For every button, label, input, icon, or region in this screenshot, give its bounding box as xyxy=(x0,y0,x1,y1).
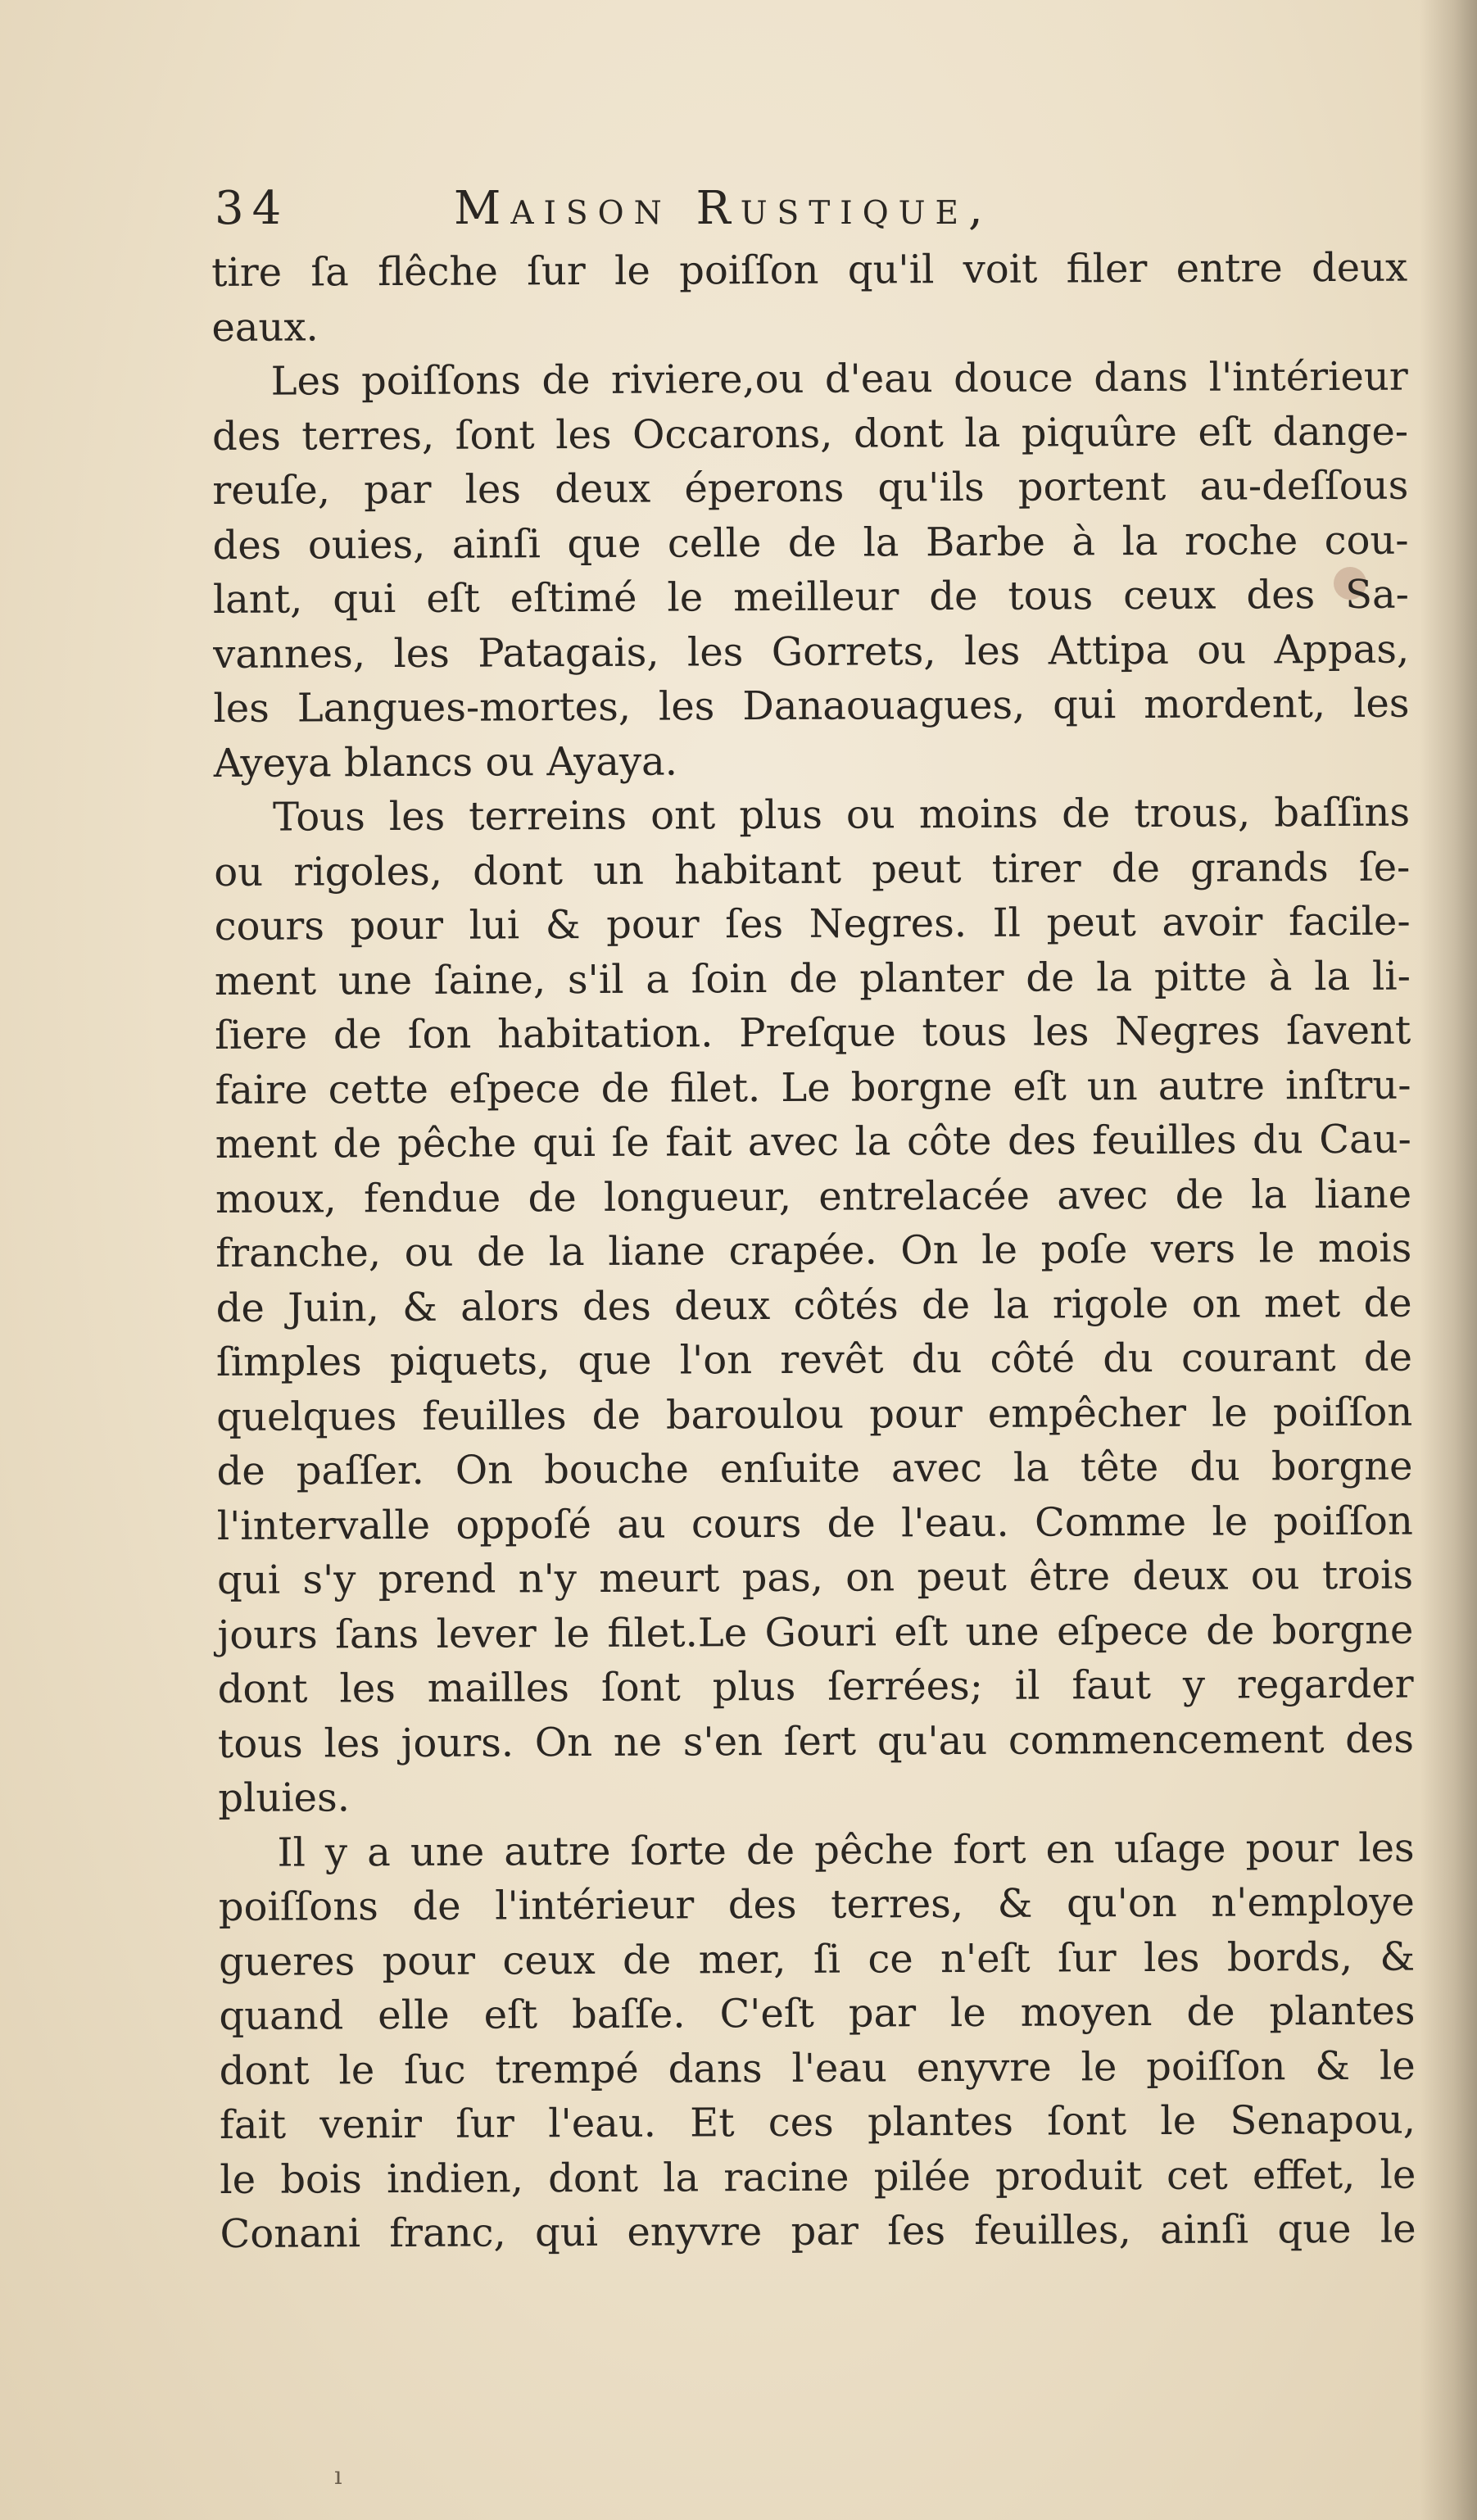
text-line: Les poiſſons de riviere,ou d'eau douce dans l'intérieur xyxy=(270,353,1408,405)
text-line: tire ſa flêche ſur le poiſſon qu'il voit filer entre deux xyxy=(211,244,1408,296)
body-text xyxy=(211,241,1416,2262)
text-line: moux, fendue de longueur, entrelacée avec de la liane xyxy=(215,1171,1412,1222)
text-line: lant, qui eſt eſtimé le meilleur de tous ceux des Sa- xyxy=(212,571,1409,623)
text-line: eaux. xyxy=(211,303,319,351)
text-line: vannes, les Patagais, les Gorrets, les Attipa ou Appas, xyxy=(213,626,1410,678)
text-line: Conani franc, qui enyvre par ſes feuilles, ainſi que le xyxy=(220,2205,1416,2257)
text-line: qui s'y prend n'y meurt pas, on peut être deux ou trois xyxy=(216,1552,1414,1603)
text-line: gueres pour ceux de mer, ſi ce n'eſt ſur les bords, & xyxy=(219,1933,1416,1985)
text-line: ſiere de ſon habitation. Preſque tous les Negres ſavent xyxy=(215,1007,1411,1058)
text-line: les Langues-mortes, les Danaouagues, qui mordent, les xyxy=(213,680,1410,732)
text-line: l'intervalle oppoſé au cours de l'eau. Comme le poiſſon xyxy=(216,1498,1413,1549)
page-number: 34 xyxy=(215,182,290,235)
text-line: pluies. xyxy=(218,1774,351,1821)
text-line: des terres, ſont les Occarons, dont la piquûre eſt dange- xyxy=(211,408,1409,460)
text-line: quand elle eſt baſſe. C'eſt par le moyen de plantes xyxy=(219,1987,1416,2039)
text-line: dont les mailles ſont plus ſerrées; il faut y regarder xyxy=(217,1661,1414,1712)
text-line: dont le ſuc trempé dans l'eau enyvre le poiſſon & le xyxy=(219,2042,1416,2094)
page-header xyxy=(215,182,1443,239)
text-line: tous les jours. On ne s'en ſert qu'au commencement des xyxy=(217,1716,1415,1767)
page-mark: ı xyxy=(334,2462,342,2491)
text-line: quelques feuilles de baroulou pour empêcher le poiſſon xyxy=(216,1389,1413,1440)
text-line: cours pour lui & pour ſes Negres. Il peut avoir facile- xyxy=(214,898,1411,950)
text-line: Ayeya blancs ou Ayaya. xyxy=(213,738,678,786)
text-line: le bois indien, dont la racine pilée produit cet effet, le xyxy=(220,2151,1416,2203)
text-line: Tous les terreins ont plus ou moins de trous, baſſins xyxy=(272,789,1411,841)
text-line: ſimples piquets, que l'on revêt du côté du courant de xyxy=(215,1334,1413,1385)
text-line: ment une ſaine, s'il a ſoin de planter de la pitte à la li- xyxy=(214,953,1411,1004)
text-line: reuſe, par les deux éperons qu'ils portent au-deſſous xyxy=(212,462,1409,514)
text-line: de Juin, & alors des deux côtés de la rigole on met de xyxy=(215,1280,1412,1331)
text-line: ou rigoles, dont un habitant peut tirer de grands ſe- xyxy=(214,844,1411,895)
text-line: de paſſer. On bouche enſuite avec la tête du borgne xyxy=(216,1443,1413,1494)
text-line: jours ſans lever le filet.Le Gouri eſt une eſpece de borgne xyxy=(217,1607,1414,1658)
running-head: Maison Rustique, xyxy=(454,182,993,235)
text-line: ment de pêche qui ſe fait avec la côte des feuilles du Cau- xyxy=(215,1116,1411,1167)
text-line: des ouies, ainſi que celle de la Barbe à la roche cou- xyxy=(212,517,1409,569)
page-gutter-shadow xyxy=(1420,0,1477,2520)
text-line: franche, ou de la liane crapée. On le poſe vers le mois xyxy=(215,1225,1412,1276)
text-line: faire cette eſpece de filet. Le borgne eſt un autre inſtru- xyxy=(215,1062,1411,1113)
text-line: fait venir ſur l'eau. Et ces plantes ſont le Senapou, xyxy=(219,2096,1416,2148)
text-line: Il y a une autre ſorte de pêche fort en uſage pour les xyxy=(277,1824,1415,1876)
text-line: poiſſons de l'intérieur des terres, & qu'on n'employe xyxy=(218,1879,1415,1930)
